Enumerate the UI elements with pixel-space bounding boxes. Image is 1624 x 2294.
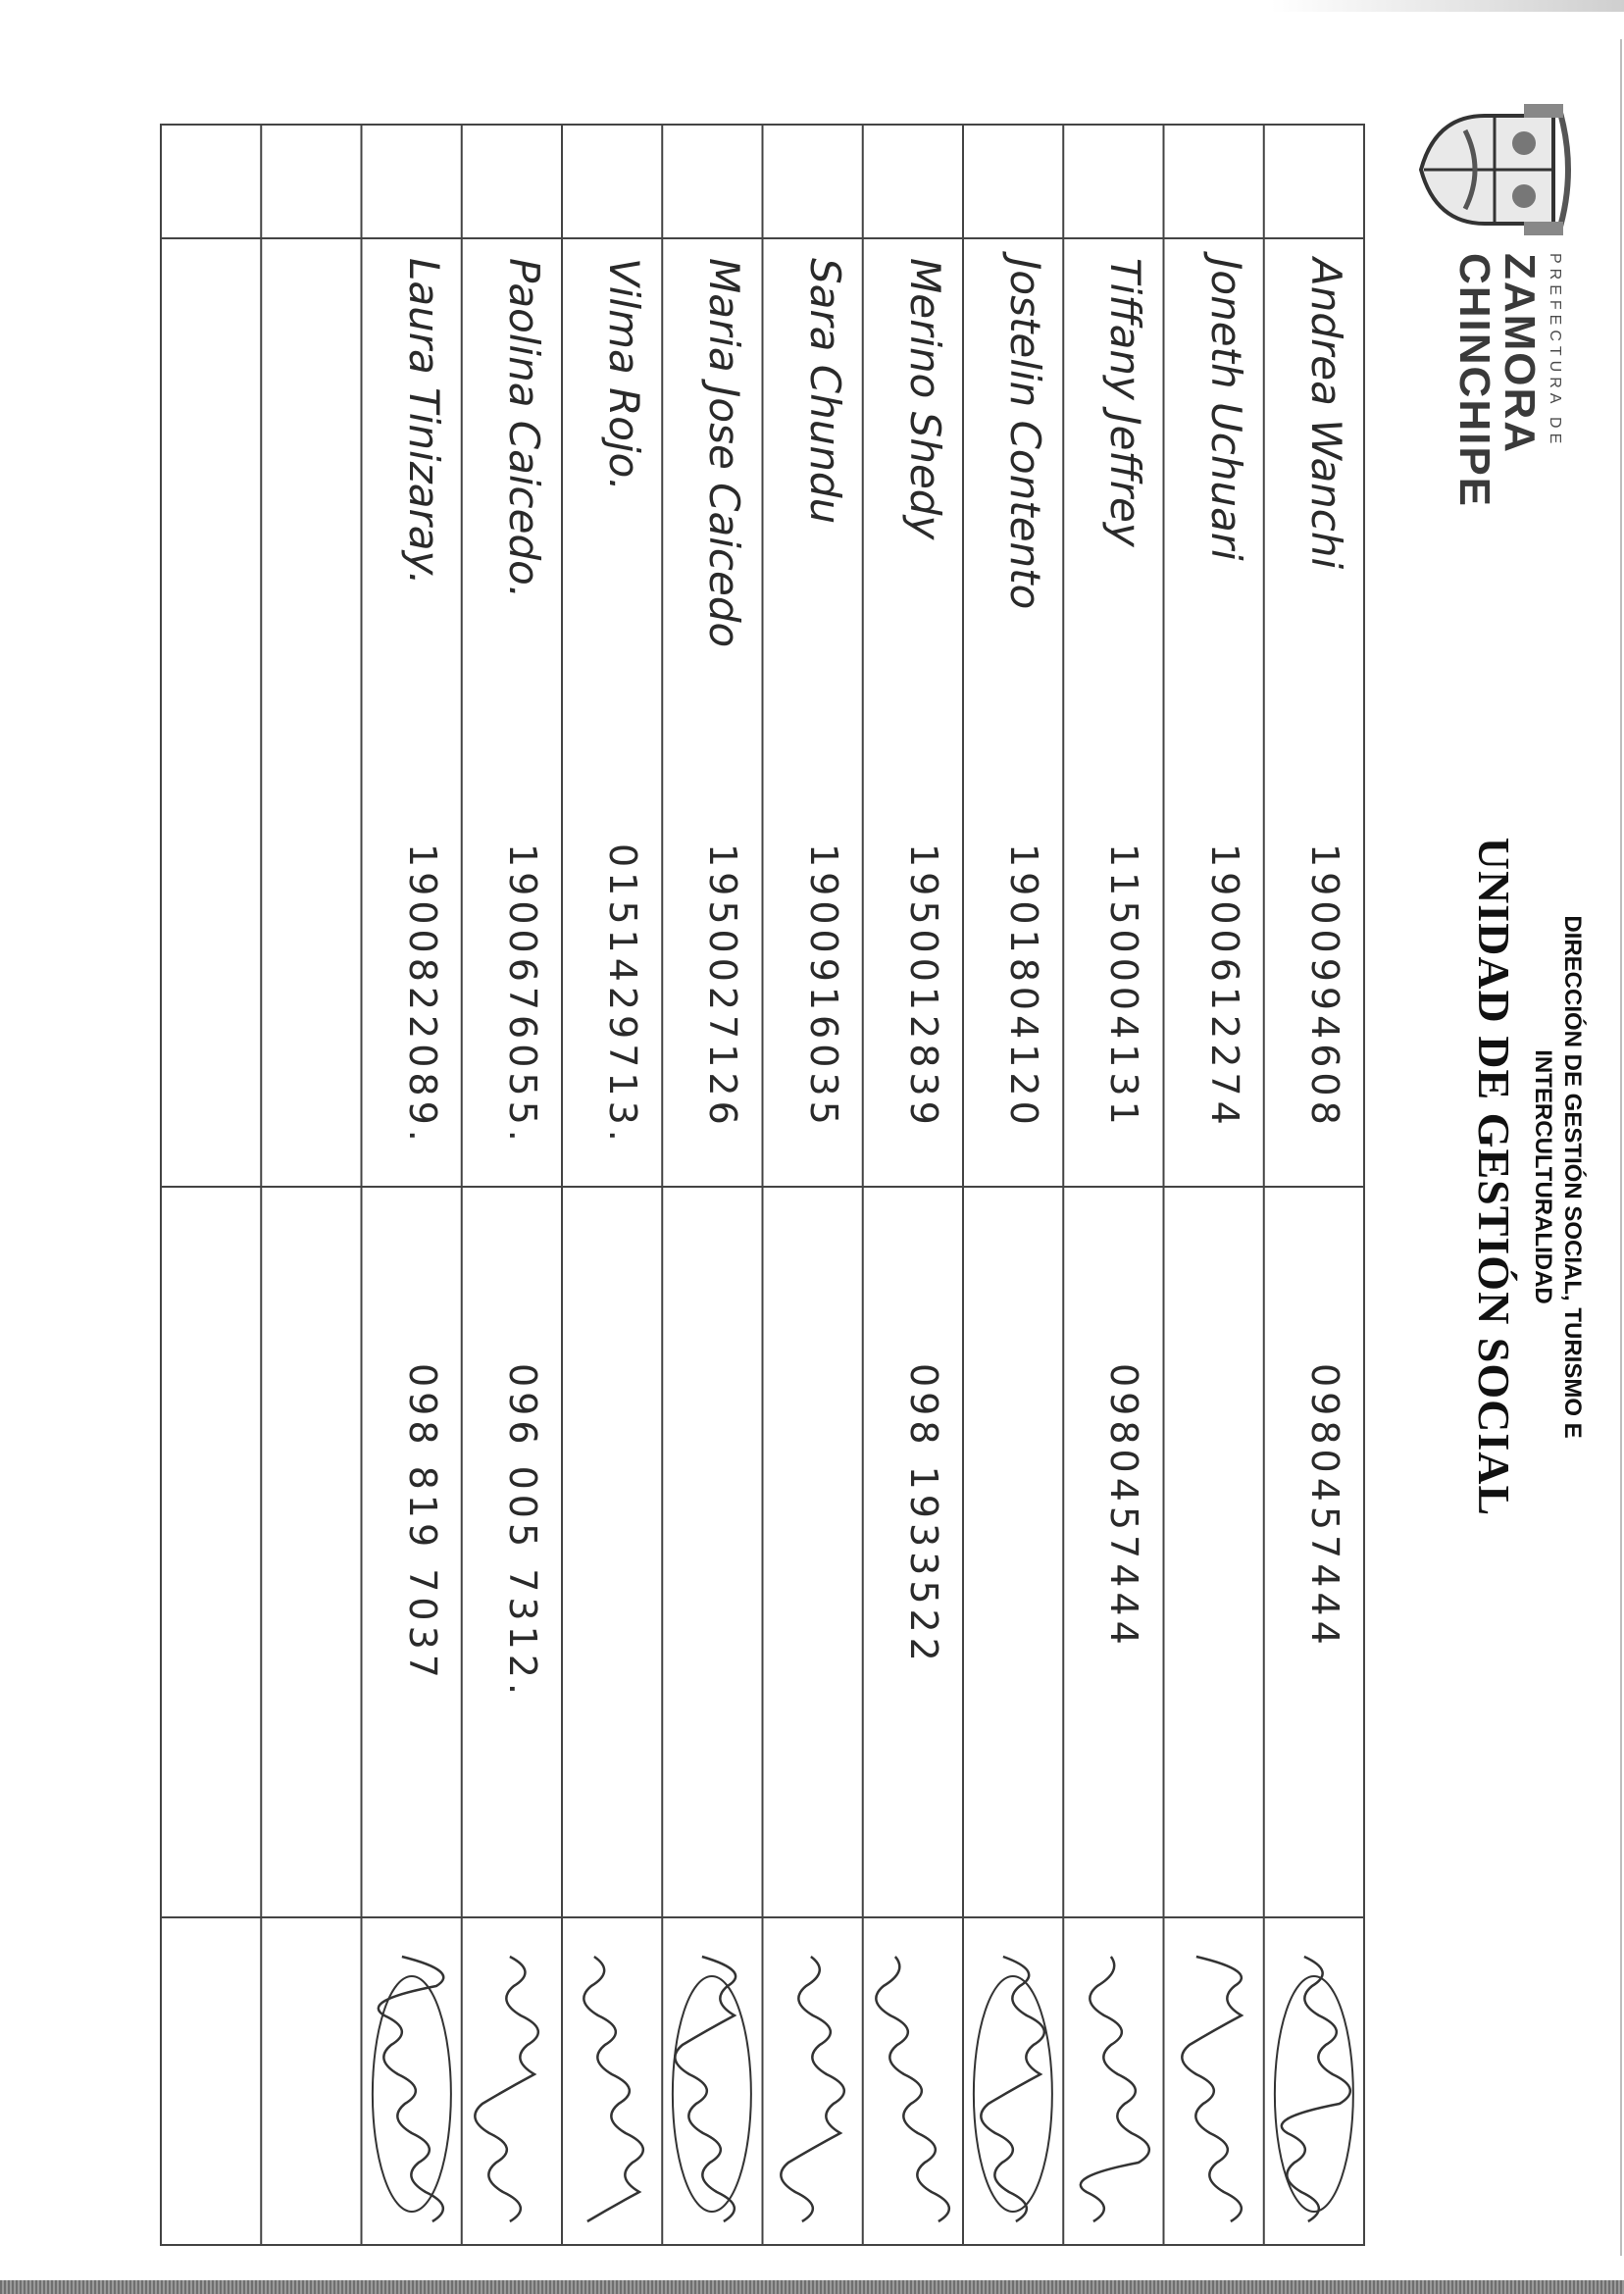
participant-cedula: 1900994608 — [1303, 843, 1346, 1130]
participant-name: Maria Jose Caicedo — [700, 258, 749, 648]
participant-phone: 096 005 7312. — [501, 1363, 544, 1701]
handwritten-signature — [1066, 1947, 1160, 2241]
header-line-1: DIRECCIÓN DE GESTIÓN SOCIAL, TURISMO E — [1559, 915, 1586, 1439]
handwritten-signature — [365, 1947, 459, 2241]
participant-name: Merino Shedy — [901, 258, 949, 540]
participant-cedula: 1900822089. — [400, 843, 444, 1147]
handwritten-signature — [565, 1947, 659, 2241]
participant-name: Paolina Caicedo. — [500, 258, 548, 599]
participant-cedula: 1901804120 — [1002, 843, 1046, 1130]
participant-name: Sara Chundu — [800, 258, 849, 525]
handwritten-signature — [665, 1947, 759, 2241]
participant-phone: 0980457444 — [1303, 1363, 1346, 1650]
handwritten-signature — [966, 1947, 1060, 2241]
logo-prefectura-text: PREFECTURA DE — [1547, 253, 1563, 449]
handwritten-signature — [766, 1947, 860, 2241]
participant-cedula: 1950012839 — [902, 843, 945, 1130]
header-title: UNIDAD DE GESTIÓN SOCIAL — [1469, 837, 1519, 1517]
participant-cedula: 1900916035 — [801, 843, 845, 1130]
participant-name: Joneth Uchuari — [1201, 258, 1250, 561]
participant-cedula: 1900676055. — [501, 843, 544, 1147]
logo-zamora-text: ZAMORA — [1496, 253, 1544, 455]
participant-phone: 098 819 7037 — [400, 1363, 444, 1683]
participant-name: Andrea Wanchi — [1302, 258, 1350, 570]
participant-name: Tiffany Jeffrey — [1101, 258, 1150, 547]
logo-chinchipe-text: CHINCHIPE — [1450, 253, 1498, 509]
header-line-2: INTERCULTURALIDAD — [1530, 1049, 1556, 1304]
participant-name: Vilma Rojo. — [600, 258, 649, 491]
participant-phone: 098 1933522 — [902, 1363, 945, 1666]
participant-cedula: 0151429713. — [601, 843, 645, 1147]
participant-cedula: 1900612274 — [1202, 843, 1246, 1130]
participant-cedula: 1950027126 — [701, 843, 745, 1130]
participant-phone: 0980457444 — [1102, 1363, 1146, 1650]
handwritten-signature — [1167, 1947, 1261, 2241]
participant-name: Laura Tinizaray. — [399, 258, 448, 586]
participant-cedula: 1150004131 — [1102, 843, 1146, 1130]
participant-name: Jostelin Contento — [1001, 258, 1050, 610]
handwritten-signature — [1267, 1947, 1361, 2241]
handwritten-signature — [465, 1947, 559, 2241]
handwritten-signature — [866, 1947, 960, 2241]
